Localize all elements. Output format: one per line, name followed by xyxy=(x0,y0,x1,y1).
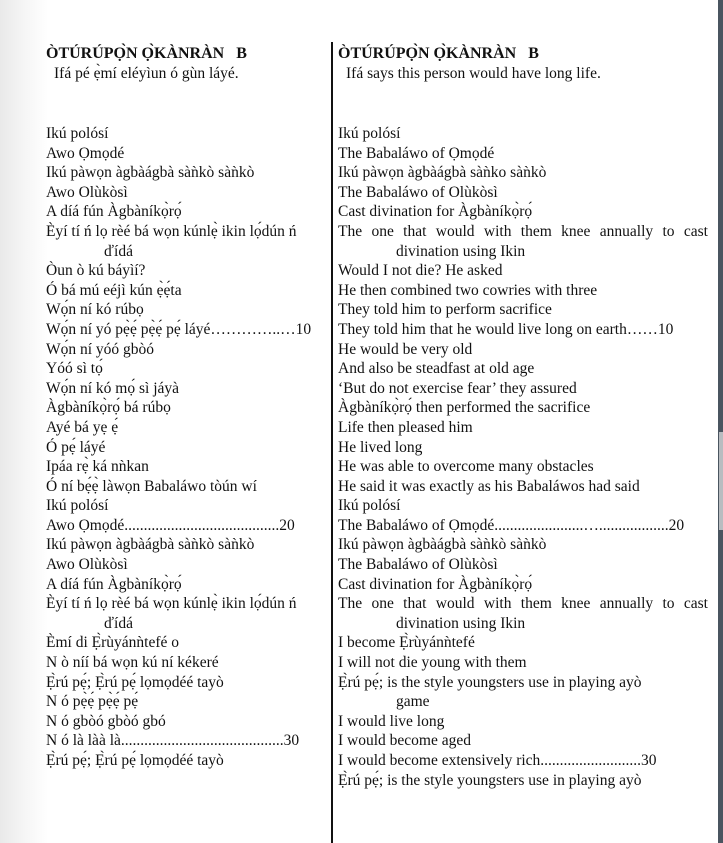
verse-line: Ẹ̀rú pẹ́; Ẹ̀rú pẹ́ lọmọdéé tayò xyxy=(46,752,224,769)
verse-line: He would be very old xyxy=(338,340,473,358)
verse-line: Wọ́n ní kó rúbọ xyxy=(46,301,144,319)
verse-line: N ó gbòó gbòó gbó xyxy=(46,712,166,730)
verse-line: Wọ́n ní kó mọ́ sì jáyà xyxy=(46,379,180,397)
verse-line: Life then pleased him xyxy=(338,418,473,436)
verse-line: He then combined two cowries with three xyxy=(338,281,598,299)
english-verse xyxy=(338,124,708,790)
verse-line: He said it was exactly as his Babaláwos had said xyxy=(338,477,640,495)
verse-line: Ikú pàwọn àgbàágbà sàǹkò sàǹkò xyxy=(46,164,255,182)
yoruba-subtitle: Ifá pé ẹ̀mí eléyìun ó gùn láyé. xyxy=(54,65,239,82)
verse-line: They told him that he would live long on earth……10 xyxy=(338,320,674,338)
verse-line: Cast divination for Àgbàníkọ̀rọ́ xyxy=(338,203,533,221)
verse-line: N ò níí bá wọn kú ní kékeré xyxy=(46,654,219,672)
verse-line: Awo Ọmọdé........................................20 xyxy=(46,516,295,534)
verse-line: They told him to perform sacrifice xyxy=(338,301,552,319)
verse-line: Èyí tí ń lọ rèé bá wọn kúnlẹ̀ ikin lọ́dún ń xyxy=(46,595,297,613)
page-edge-shadow xyxy=(0,0,48,843)
verse-line-continuation: ďídá xyxy=(104,614,133,632)
verse-line: I will not die young with them xyxy=(338,654,527,672)
verse-line: Ayé bá yẹ ẹ́ xyxy=(46,418,119,436)
verse-line: Òun ò kú báyìí? xyxy=(46,262,146,280)
verse-line: And also be steadfast at old age xyxy=(338,360,535,378)
window-edge-bar xyxy=(718,0,723,843)
verse-line: Wọ́n ní yó pẹ̀ẹ́ pẹ̀ẹ́ pẹ́ láyé…………..…10 xyxy=(46,320,312,338)
verse-line: Yóó sì tọ́ xyxy=(46,360,103,378)
verse-line: He was able to overcome many obstacles xyxy=(338,458,594,476)
verse-line: Èyí tí ń lọ rèé bá wọn kúnlẹ̀ ikin lọ́dún ń xyxy=(46,222,297,240)
verse-line: Àgbàníkọ̀rọ́ then performed the sacrifice xyxy=(338,399,591,417)
yoruba-title: ÒTÚRÚPỌ̀N Ọ̀KÀNRÀN B xyxy=(46,45,247,62)
verse-line: Èmí di Ẹ̀rùyánǹtefé o xyxy=(46,634,179,652)
verse-line: ‘But do not exercise fear’ they assured xyxy=(338,379,577,397)
verse-line: Ikú polósí xyxy=(338,497,401,515)
verse-line: The Babaláwo of Ọmọdé xyxy=(338,144,495,162)
verse-line: A díá fún Àgbàníkọ̀rọ́ xyxy=(46,203,182,221)
verse-line: The Babaláwo of Ọmọdé.......................…..................20 xyxy=(338,516,685,534)
verse-line: Ikú pàwọn àgbàágbà sàǹkò sàǹkò xyxy=(338,536,547,554)
verse-line: Àgbàníkọ̀rọ́ bá rúbọ xyxy=(46,399,171,417)
verse-line: The Babaláwo of Olùkòsì xyxy=(338,556,498,574)
verse-line: Cast divination for Àgbàníkọ̀rọ́ xyxy=(338,575,533,593)
verse-line: I become Ẹ̀rùyánǹtefé xyxy=(338,634,475,652)
verse-line: Ikú polósí xyxy=(338,125,401,142)
verse-line: Ikú pàwọn àgbàágbà sàǹko sàǹkò xyxy=(338,164,547,182)
verse-line-continuation: divination using Ikin xyxy=(396,242,526,260)
verse-line: I would live long xyxy=(338,712,445,730)
verse-line: The one that would with them knee annually to cast xyxy=(338,595,708,613)
verse-line: The Babaláwo of Olùkòsì xyxy=(338,183,498,201)
verse-line: Ó pẹ́ láyé xyxy=(46,438,106,456)
verse-line: Would I not die? He asked xyxy=(338,262,503,280)
verse-line: Awo Olùkòsì xyxy=(46,183,128,201)
verse-line: N ó pẹ̀ẹ́ pẹ̀ẹ́ pẹ́ xyxy=(46,693,139,711)
verse-line-continuation: ďídá xyxy=(104,242,133,260)
verse-line: Ẹ̀rú pẹ́; is the style youngsters use in playing ayò xyxy=(338,771,642,789)
english-subtitle: Ifá says this person would have long life. xyxy=(346,65,601,82)
verse-line: Ó bá mú eéjì kún ẹ̀ẹ́ta xyxy=(46,281,182,299)
verse-line: I would become aged xyxy=(338,732,471,750)
verse-line: Awo Olùkòsì xyxy=(46,556,128,574)
verse-line: Ẹ̀rú pẹ́; is the style youngsters use in playing ayò xyxy=(338,673,642,691)
verse-line: Ó ní bẹ́ẹ̀ làwọn Babaláwo tòún wí xyxy=(46,477,257,495)
verse-line: Ikú polósí xyxy=(46,125,109,142)
verse-line: A díá fún Àgbàníkọ̀rọ́ xyxy=(46,575,182,593)
verse-line: Wọ́n ní yóó gbòó xyxy=(46,340,155,358)
verse-line: Ikú pàwọn àgbàágbà sàǹkò sàǹkò xyxy=(46,536,255,554)
verse-line: He lived long xyxy=(338,438,423,456)
verse-line: The one that would with them knee annually to cast xyxy=(338,222,708,240)
scrollbar-thumb[interactable] xyxy=(719,432,723,530)
verse-line: Ikú polósí xyxy=(46,497,109,515)
english-title: ÒTÚRÚPỌ̀N Ọ̀KÀNRÀN B xyxy=(338,45,539,62)
verse-line-continuation: divination using Ikin xyxy=(396,614,526,632)
verse-line: N ó là làà là..........................................30 xyxy=(46,732,300,750)
verse-line: I would become extensively rich..........................30 xyxy=(338,752,657,769)
verse-line: Ipáa rẹ̀ ká nǹkan xyxy=(46,458,149,476)
yoruba-verse xyxy=(46,124,331,771)
verse-line-continuation: game xyxy=(396,693,430,711)
column-divider xyxy=(331,42,333,843)
verse-line: Ẹ̀rú pẹ́; Ẹ̀rú pẹ́ lọmọdéé tayò xyxy=(46,673,224,691)
verse-line: Awo Ọmọdé xyxy=(46,144,125,162)
